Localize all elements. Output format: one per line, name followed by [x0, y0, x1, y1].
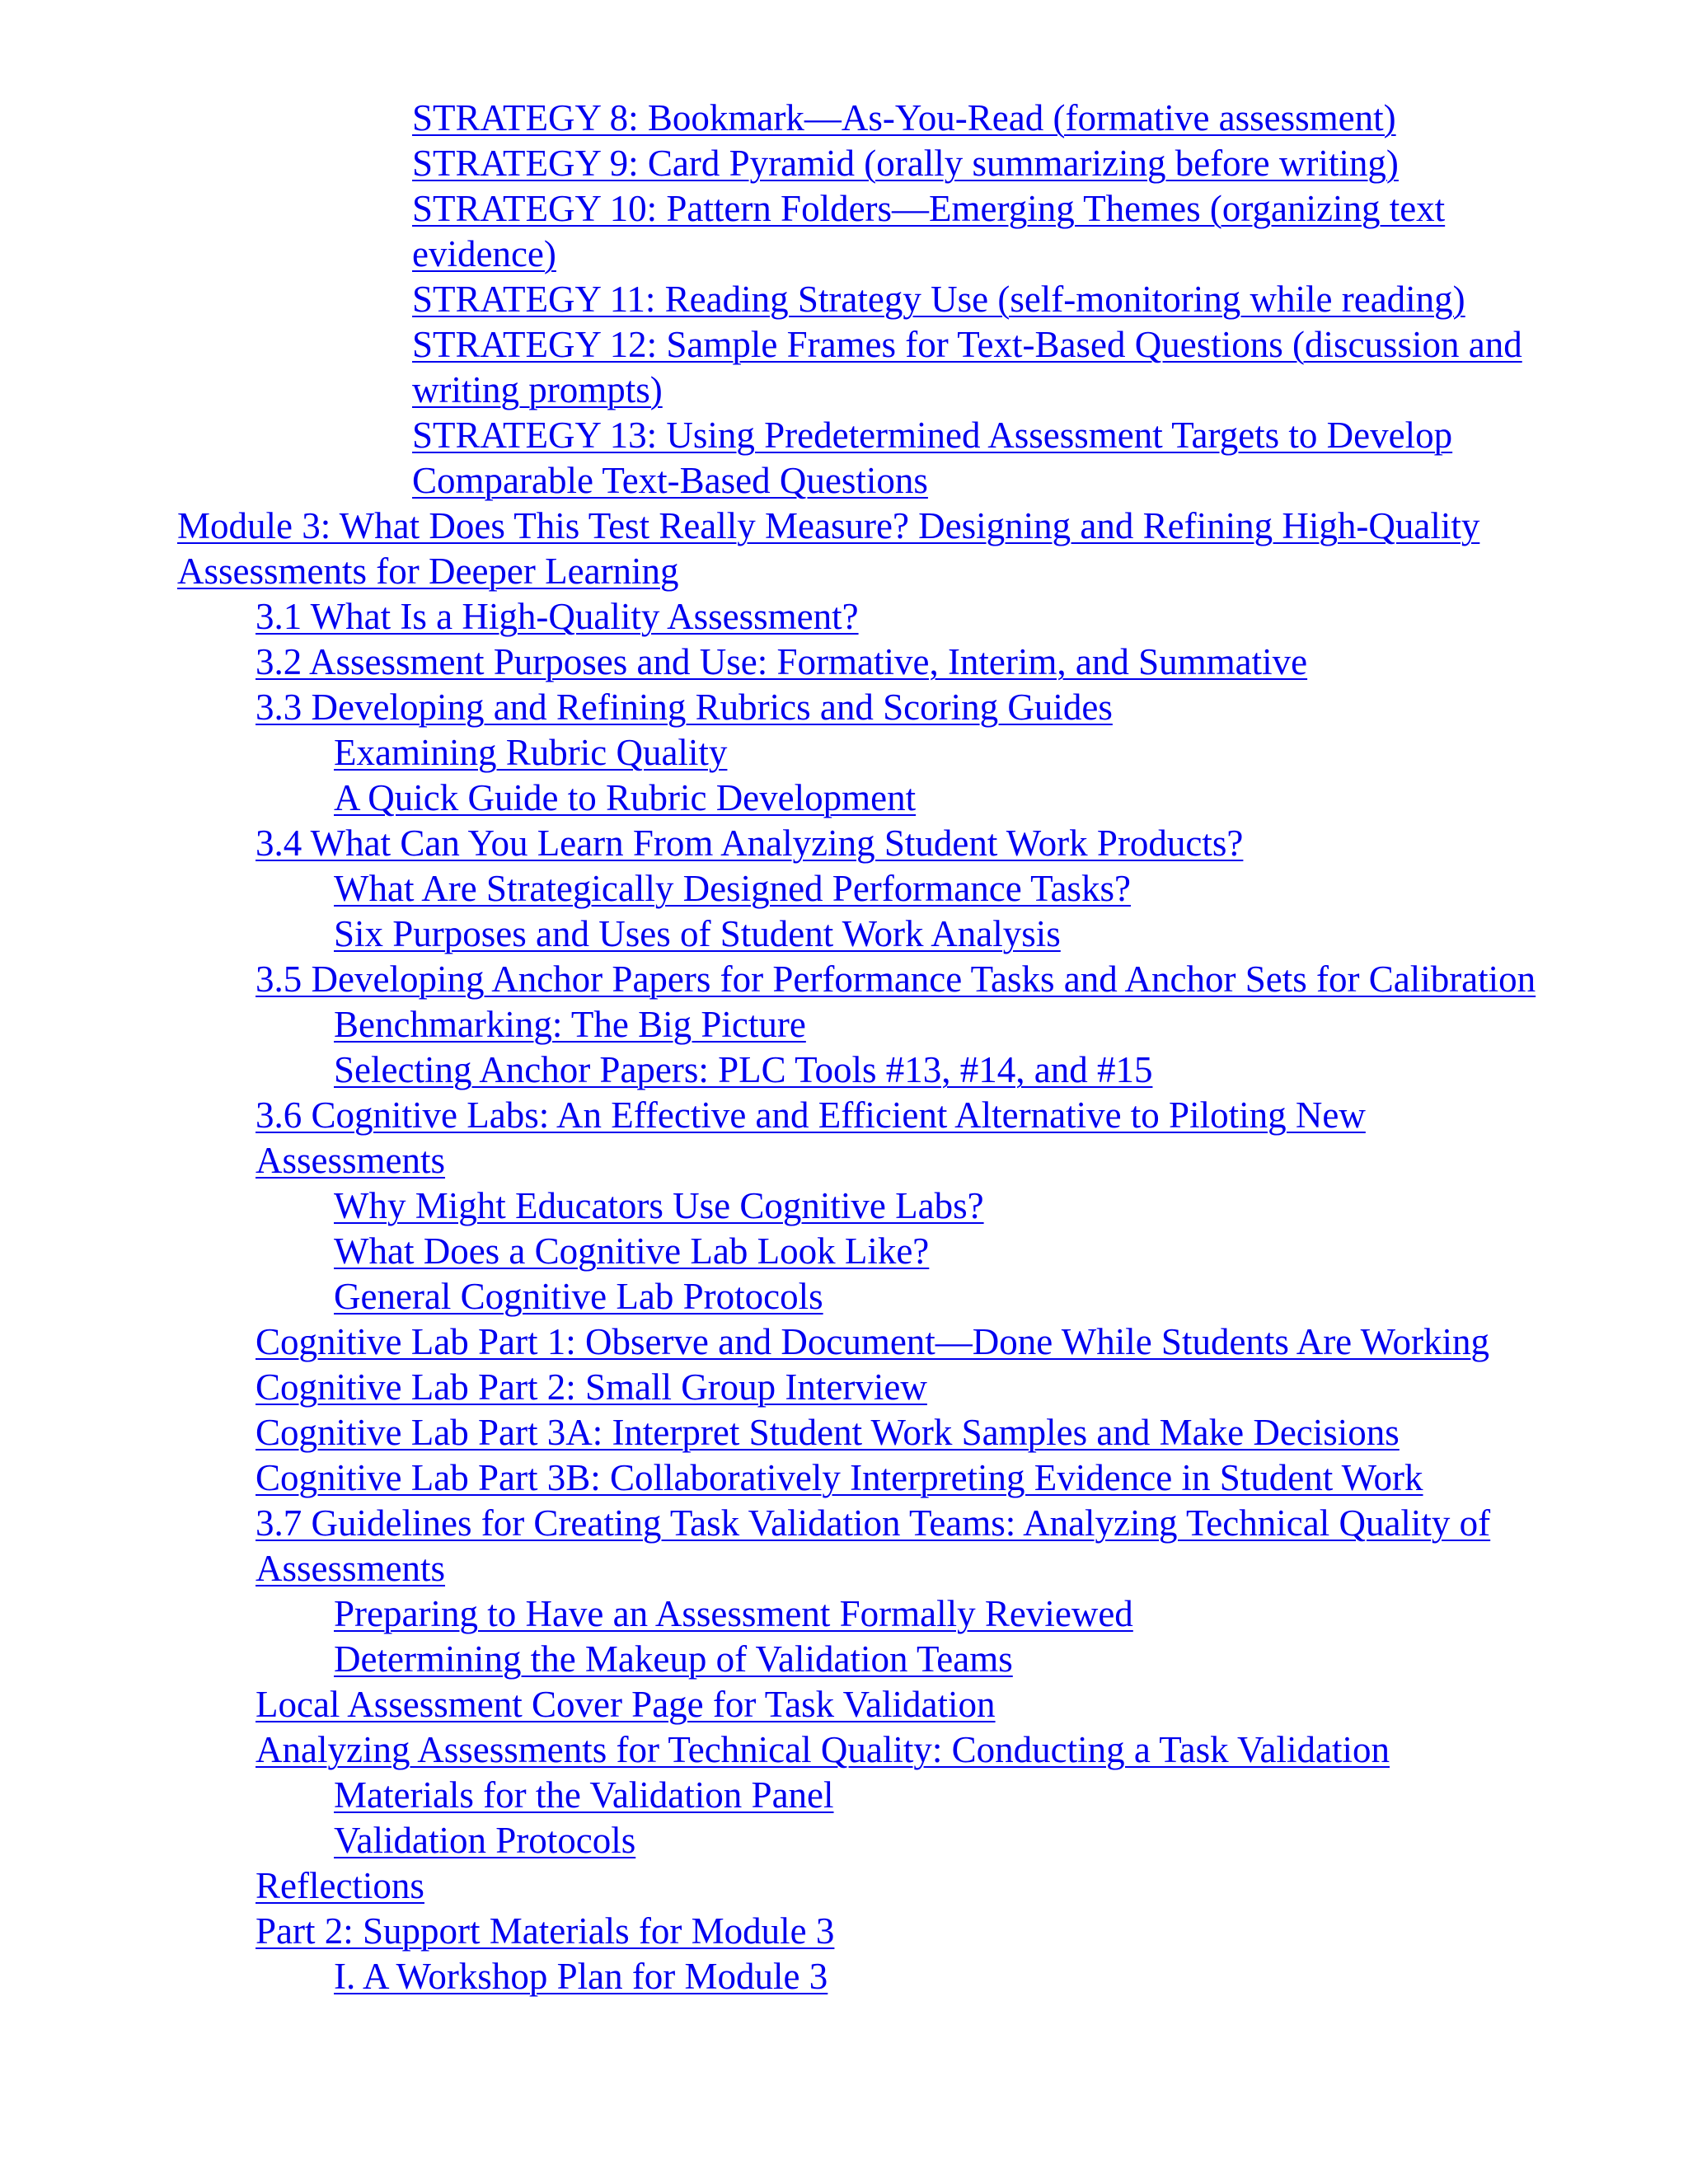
toc-link[interactable]: Cognitive Lab Part 3B: Collaboratively Interpreting Evidence in Student Work	[256, 1457, 1423, 1498]
toc-link[interactable]: Why Might Educators Use Cognitive Labs?	[334, 1185, 984, 1226]
toc-link[interactable]: Analyzing Assessments for Technical Quality: Conducting a Task Validation	[256, 1729, 1390, 1770]
toc-link[interactable]: 3.4 What Can You Learn From Analyzing Student Work Products?	[256, 823, 1244, 864]
toc-entry	[0, 1954, 1688, 1999]
toc-entry	[0, 1773, 1688, 1818]
toc-entry	[0, 912, 1688, 957]
toc-entry	[0, 866, 1688, 912]
toc-entry	[0, 1047, 1688, 1093]
toc-entry	[0, 640, 1688, 685]
toc-entry	[0, 96, 1688, 141]
toc-link[interactable]: Cognitive Lab Part 3A: Interpret Student Work Samples and Make Decisions	[256, 1412, 1400, 1453]
toc-link[interactable]: 3.1 What Is a High-Quality Assessment?	[256, 596, 859, 637]
toc-link[interactable]: STRATEGY 13: Using Predetermined Assessment Targets to Develop Comparable Text-Based Questions	[412, 415, 1453, 501]
toc-link[interactable]: I. A Workshop Plan for Module 3	[334, 1956, 828, 1997]
toc-entry	[0, 1410, 1688, 1455]
toc-link[interactable]: STRATEGY 8: Bookmark—As-You-Read (formative assessment)	[412, 97, 1396, 138]
toc-link[interactable]: Cognitive Lab Part 1: Observe and Document—Done While Students Are Working	[256, 1321, 1489, 1362]
table-of-contents	[0, 96, 1688, 1999]
toc-link[interactable]: Preparing to Have an Assessment Formally Reviewed	[334, 1593, 1133, 1634]
toc-entry	[0, 504, 1688, 594]
toc-entry	[0, 1229, 1688, 1274]
toc-entry	[0, 277, 1688, 322]
toc-link[interactable]: Materials for the Validation Panel	[334, 1774, 834, 1816]
toc-entry	[0, 1274, 1688, 1319]
toc-entry	[0, 1863, 1688, 1909]
toc-link[interactable]: A Quick Guide to Rubric Development	[334, 777, 917, 818]
toc-link[interactable]: STRATEGY 11: Reading Strategy Use (self-monitoring while reading)	[412, 279, 1465, 320]
toc-link[interactable]: Selecting Anchor Papers: PLC Tools #13, #14, and #15	[334, 1049, 1153, 1090]
toc-link[interactable]: What Are Strategically Designed Performance Tasks?	[334, 868, 1131, 909]
toc-entry	[0, 1319, 1688, 1365]
toc-link[interactable]: Reflections	[256, 1865, 424, 1906]
toc-entry	[0, 821, 1688, 866]
toc-entry	[0, 1591, 1688, 1637]
toc-entry	[0, 1093, 1688, 1183]
toc-entry	[0, 413, 1688, 504]
toc-link[interactable]: 3.6 Cognitive Labs: An Effective and Efficient Alternative to Piloting New Assessments	[256, 1094, 1366, 1181]
toc-link[interactable]: 3.5 Developing Anchor Papers for Performance Tasks and Anchor Sets for Calibration	[256, 958, 1536, 1000]
toc-link[interactable]: STRATEGY 10: Pattern Folders—Emerging Themes (organizing text evidence)	[412, 188, 1446, 274]
toc-entry	[0, 1909, 1688, 1954]
toc-link[interactable]: Determining the Makeup of Validation Teams	[334, 1638, 1013, 1680]
toc-link[interactable]: 3.2 Assessment Purposes and Use: Formative, Interim, and Summative	[256, 641, 1308, 682]
toc-entry	[0, 1637, 1688, 1682]
toc-link[interactable]: Part 2: Support Materials for Module 3	[256, 1910, 835, 1952]
toc-entry	[0, 594, 1688, 640]
toc-entry	[0, 1818, 1688, 1863]
toc-entry	[0, 1727, 1688, 1773]
toc-link[interactable]: 3.3 Developing and Refining Rubrics and Scoring Guides	[256, 687, 1113, 728]
toc-entry	[0, 186, 1688, 277]
toc-entry	[0, 1183, 1688, 1229]
toc-entry	[0, 776, 1688, 821]
toc-entry	[0, 957, 1688, 1002]
toc-link[interactable]: General Cognitive Lab Protocols	[334, 1276, 823, 1317]
toc-entry	[0, 322, 1688, 413]
toc-link[interactable]: 3.7 Guidelines for Creating Task Validation Teams: Analyzing Technical Quality of Assessments	[256, 1502, 1491, 1589]
toc-entry	[0, 1455, 1688, 1501]
toc-entry	[0, 730, 1688, 776]
toc-link[interactable]: Module 3: What Does This Test Really Measure? Designing and Refining High-Quality Assessments for Deeper Learning	[177, 505, 1480, 592]
toc-entry	[0, 1365, 1688, 1410]
toc-link[interactable]: Validation Protocols	[334, 1820, 636, 1861]
toc-entry	[0, 141, 1688, 186]
toc-entry	[0, 1682, 1688, 1727]
toc-link[interactable]: What Does a Cognitive Lab Look Like?	[334, 1230, 930, 1272]
toc-link[interactable]: Cognitive Lab Part 2: Small Group Interview	[256, 1366, 927, 1408]
toc-link[interactable]: STRATEGY 9: Card Pyramid (orally summarizing before writing)	[412, 143, 1399, 184]
toc-link[interactable]: STRATEGY 12: Sample Frames for Text-Based Questions (discussion and writing prompts)	[412, 324, 1522, 410]
toc-link[interactable]: Six Purposes and Uses of Student Work Analysis	[334, 913, 1061, 954]
toc-link[interactable]: Benchmarking: The Big Picture	[334, 1004, 806, 1045]
toc-link[interactable]: Local Assessment Cover Page for Task Validation	[256, 1684, 996, 1725]
toc-entry	[0, 1002, 1688, 1047]
toc-entry	[0, 685, 1688, 730]
toc-entry	[0, 1501, 1688, 1591]
toc-link[interactable]: Examining Rubric Quality	[334, 732, 728, 773]
